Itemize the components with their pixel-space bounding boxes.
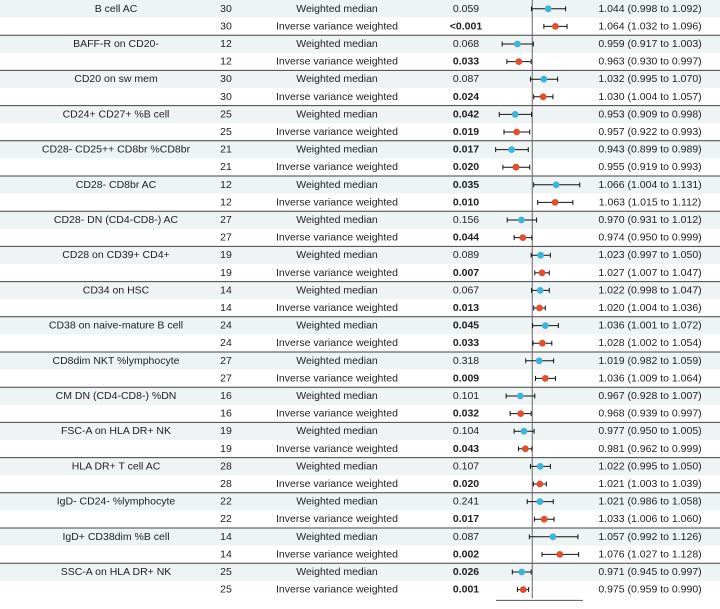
point-estimate [536, 481, 543, 488]
point-estimate [539, 269, 546, 276]
point-estimate [512, 111, 519, 118]
or-ci-value: 1.023 (0.997 to 1.050) [598, 249, 702, 262]
nsnp-value: 16 [220, 390, 232, 402]
or-ci-value: 1.028 (1.002 to 1.054) [598, 337, 702, 350]
exposure-label: CM DN (CD4-CD8-) %DN [55, 390, 177, 402]
method-label: Weighted median [296, 319, 378, 332]
ivw-estimate [534, 93, 553, 100]
nsnp-value: 16 [220, 407, 232, 420]
or-ci-value: 0.971 (0.945 to 0.997) [598, 566, 702, 578]
pval-value: 0.318 [452, 354, 480, 367]
or-ci-value: 1.027 (1.007 to 1.047) [598, 266, 702, 279]
or-ci-value: 0.981 (0.962 to 0.999) [598, 442, 702, 455]
point-estimate [536, 357, 543, 364]
ivw-estimate [533, 340, 552, 347]
point-estimate [556, 551, 563, 558]
pval-value: 0.013 [452, 302, 480, 314]
pval-value: 0.020 [452, 161, 480, 174]
point-estimate [545, 5, 552, 12]
point-estimate [542, 375, 549, 382]
point-estimate [537, 463, 544, 470]
nsnp-value: 12 [220, 38, 232, 50]
ivw-estimate [504, 129, 530, 136]
nsnp-value: 28 [220, 478, 232, 490]
ivw-estimate [542, 551, 579, 558]
point-estimate [552, 199, 559, 206]
nsnp-value: 21 [220, 143, 232, 156]
method-label: Inverse variance weighted [276, 442, 398, 455]
ivw-estimate [503, 164, 530, 171]
nsnp-value: 12 [220, 178, 232, 191]
nsnp-value: 14 [220, 548, 232, 561]
exposure-label: CD34 on HSC [82, 284, 150, 297]
nsnp-value: 30 [220, 90, 232, 103]
ivw-estimate [534, 516, 554, 523]
point-estimate [553, 181, 560, 188]
or-ci-value: 1.020 (1.004 to 1.036) [598, 302, 702, 314]
point-estimate [536, 498, 543, 505]
nsnp-value: 14 [220, 530, 232, 543]
or-ci-value: 0.957 (0.922 to 0.993) [598, 126, 702, 138]
pval-value: 0.089 [452, 249, 480, 262]
pval-value: 0.002 [452, 548, 480, 561]
method-label: Weighted median [296, 530, 378, 543]
nsnp-value: 30 [220, 2, 232, 15]
pval-value: 0.017 [452, 513, 480, 526]
pval-value: 0.068 [452, 38, 480, 50]
method-label: Weighted median [296, 354, 378, 367]
pval-value: 0.020 [452, 478, 480, 490]
or-ci-value: 0.943 (0.899 to 0.989) [598, 143, 702, 156]
method-label: Inverse variance weighted [276, 126, 398, 138]
exposure-label: B cell AC [94, 2, 138, 15]
exposure-label: CD24+ CD27+ %B cell [62, 108, 170, 121]
exposure-label: CD28- CD8br AC [75, 178, 157, 191]
ivw-estimate [536, 375, 556, 382]
pval-value: 0.042 [452, 108, 480, 121]
exposure-label: CD28- CD25++ CD8br %CD8br [41, 143, 191, 156]
nsnp-value: 25 [220, 108, 232, 121]
method-label: Weighted median [296, 178, 378, 191]
method-label: Weighted median [296, 390, 378, 402]
nsnp-value: 25 [220, 583, 232, 596]
pval-value: 0.024 [452, 90, 480, 103]
method-label: Inverse variance weighted [276, 583, 398, 596]
exposure-label: IgD+ CD38dim %B cell [62, 530, 170, 543]
pval-value: 0.156 [452, 214, 480, 226]
method-label: Inverse variance weighted [276, 513, 398, 526]
ivw-estimate [517, 586, 528, 593]
pval-value: 0.017 [452, 143, 480, 156]
or-ci-value: 1.030 (1.004 to 1.057) [598, 90, 702, 103]
or-ci-value: 1.019 (0.982 to 1.059) [598, 354, 702, 367]
point-estimate [522, 445, 529, 452]
point-estimate [513, 129, 520, 136]
or-ci-value: 0.963 (0.930 to 0.997) [598, 55, 702, 68]
method-label: Weighted median [296, 249, 378, 262]
nsnp-value: 27 [220, 214, 232, 226]
method-label: Weighted median [296, 566, 378, 578]
ivw-estimate [534, 305, 546, 312]
point-estimate [513, 164, 520, 171]
point-estimate [521, 428, 528, 435]
method-label: Weighted median [296, 143, 378, 156]
or-ci-value: 0.953 (0.909 to 0.998) [598, 108, 702, 121]
point-estimate [537, 287, 544, 294]
pval-value: 0.032 [452, 407, 480, 420]
exposure-label: CD28- DN (CD4-CD8-) AC [53, 214, 179, 226]
nsnp-value: 27 [220, 372, 232, 385]
method-label: Weighted median [296, 214, 378, 226]
method-label: Inverse variance weighted [276, 266, 398, 279]
method-label: Inverse variance weighted [276, 478, 398, 490]
exposure-label: CD28 on CD39+ CD4+ [62, 249, 170, 262]
point-estimate [515, 58, 522, 65]
nsnp-value: 27 [220, 231, 232, 244]
or-ci-value: 1.066 (1.004 to 1.131) [598, 178, 702, 191]
or-ci-value: 1.044 (0.998 to 1.092) [598, 2, 702, 15]
point-estimate [541, 516, 548, 523]
or-ci-value: 0.959 (0.917 to 1.003) [598, 38, 702, 50]
nsnp-value: 12 [220, 196, 232, 209]
or-ci-value: 1.021 (0.986 to 1.058) [598, 495, 702, 508]
nsnp-value: 27 [220, 354, 232, 367]
point-estimate [550, 533, 557, 540]
exposure-label: BAFF-R on CD20- [73, 38, 159, 50]
ivw-estimate [544, 23, 567, 30]
ivw-estimate [507, 58, 531, 65]
exposure-label: SSC-A on HLA DR+ NK [60, 566, 172, 578]
method-label: Inverse variance weighted [276, 161, 398, 174]
point-estimate [514, 41, 521, 48]
method-label: Weighted median [296, 73, 378, 86]
or-ci-value: 1.036 (1.009 to 1.064) [598, 372, 702, 385]
method-label: Inverse variance weighted [276, 337, 398, 350]
point-estimate [552, 23, 559, 30]
pval-value: 0.101 [452, 390, 480, 402]
method-label: Inverse variance weighted [276, 548, 398, 561]
point-estimate [540, 76, 547, 83]
method-label: Weighted median [296, 495, 378, 508]
point-estimate [540, 93, 547, 100]
point-estimate [517, 393, 524, 400]
ivw-estimate [518, 445, 531, 452]
pval-value: 0.010 [452, 196, 480, 209]
or-ci-value: 1.022 (0.998 to 1.047) [598, 284, 702, 297]
ivw-estimate [514, 234, 532, 241]
pval-value: 0.067 [452, 284, 480, 297]
nsnp-value: 21 [220, 161, 232, 174]
ivw-estimate [538, 199, 573, 206]
or-ci-value: 1.021 (1.003 to 1.039) [598, 478, 702, 490]
pval-value: 0.241 [452, 495, 480, 508]
or-ci-value: 0.970 (0.931 to 1.012) [598, 214, 702, 226]
pval-value: 0.033 [452, 337, 480, 350]
nsnp-value: 19 [220, 249, 232, 262]
pval-value: 0.019 [452, 126, 480, 138]
method-label: Inverse variance weighted [276, 302, 398, 314]
or-ci-value: 0.968 (0.939 to 0.997) [598, 407, 702, 420]
or-ci-value: 0.975 (0.959 to 0.990) [598, 583, 702, 596]
exposure-label: HLA DR+ T cell AC [71, 460, 161, 473]
pval-value: 0.059 [452, 2, 480, 15]
ivw-estimate [535, 269, 550, 276]
method-label: Inverse variance weighted [276, 20, 398, 33]
point-estimate [537, 252, 544, 259]
pval-value: 0.001 [452, 583, 480, 596]
nsnp-value: 24 [220, 319, 232, 332]
nsnp-value: 22 [220, 513, 232, 526]
method-label: Weighted median [296, 284, 378, 297]
nsnp-value: 19 [220, 425, 232, 438]
pval-value: 0.044 [452, 231, 480, 244]
pval-value: 0.007 [452, 266, 480, 279]
nsnp-value: 24 [220, 337, 232, 350]
nsnp-value: 25 [220, 126, 232, 138]
pval-value: 0.045 [452, 319, 480, 332]
pval-value: 0.026 [452, 566, 480, 578]
point-estimate [519, 234, 526, 241]
or-ci-value: 1.022 (0.995 to 1.050) [598, 460, 702, 473]
nsnp-value: 12 [220, 55, 232, 68]
nsnp-value: 25 [220, 566, 232, 578]
method-label: Inverse variance weighted [276, 231, 398, 244]
pval-value: 0.009 [452, 372, 480, 385]
method-label: Weighted median [296, 425, 378, 438]
or-ci-value: 1.076 (1.027 to 1.128) [598, 548, 702, 561]
or-ci-value: 0.967 (0.928 to 1.007) [598, 390, 702, 402]
pval-value: <0.001 [449, 20, 483, 33]
or-ci-value: 1.063 (1.015 to 1.112) [598, 196, 702, 209]
method-label: Weighted median [296, 460, 378, 473]
method-label: Weighted median [296, 108, 378, 121]
exposure-label: FSC-A on HLA DR+ NK [61, 425, 171, 438]
exposure-label: CD20 on sw mem [74, 73, 158, 86]
point-estimate [536, 305, 543, 312]
nsnp-value: 19 [220, 266, 232, 279]
ivw-estimate [510, 410, 531, 417]
nsnp-value: 28 [220, 460, 232, 473]
method-label: Inverse variance weighted [276, 196, 398, 209]
pval-value: 0.087 [452, 530, 480, 543]
nsnp-value: 14 [220, 284, 232, 297]
nsnp-value: 22 [220, 495, 232, 508]
point-estimate [517, 410, 524, 417]
pval-value: 0.104 [452, 425, 480, 438]
ivw-estimate [533, 481, 546, 488]
pval-value: 0.043 [452, 442, 480, 455]
method-label: Weighted median [296, 38, 378, 50]
pval-value: 0.107 [452, 460, 480, 473]
or-ci-value: 1.064 (1.032 to 1.096) [598, 20, 702, 33]
nsnp-value: 30 [220, 20, 232, 33]
or-ci-value: 1.032 (0.995 to 1.070) [598, 73, 702, 86]
method-label: Inverse variance weighted [276, 55, 398, 68]
point-estimate [518, 569, 525, 576]
pval-value: 0.087 [452, 73, 480, 86]
point-estimate [539, 340, 546, 347]
point-estimate [518, 217, 525, 224]
point-estimate [542, 322, 549, 329]
pval-value: 0.033 [452, 55, 480, 68]
or-ci-value: 1.033 (1.006 to 1.060) [598, 513, 702, 526]
or-ci-value: 0.977 (0.950 to 1.005) [598, 425, 702, 438]
or-ci-value: 0.955 (0.919 to 0.993) [598, 161, 702, 174]
method-label: Weighted median [296, 2, 378, 15]
nsnp-value: 19 [220, 442, 232, 455]
exposure-label: IgD- CD24- %lymphocyte [56, 495, 176, 508]
pval-value: 0.035 [452, 178, 480, 191]
point-estimate [520, 586, 527, 593]
method-label: Inverse variance weighted [276, 90, 398, 103]
exposure-label: CD38 on naive-mature B cell [48, 319, 184, 332]
or-ci-value: 1.036 (1.001 to 1.072) [598, 319, 702, 332]
or-ci-value: 1.057 (0.992 to 1.126) [598, 530, 702, 543]
nsnp-value: 30 [220, 73, 232, 86]
method-label: Inverse variance weighted [276, 372, 398, 385]
or-ci-value: 0.974 (0.950 to 0.999) [598, 231, 702, 244]
nsnp-value: 14 [220, 302, 232, 314]
method-label: Inverse variance weighted [276, 407, 398, 420]
point-estimate [508, 146, 515, 153]
exposure-label: CD8dim NKT %lymphocyte [52, 354, 180, 367]
